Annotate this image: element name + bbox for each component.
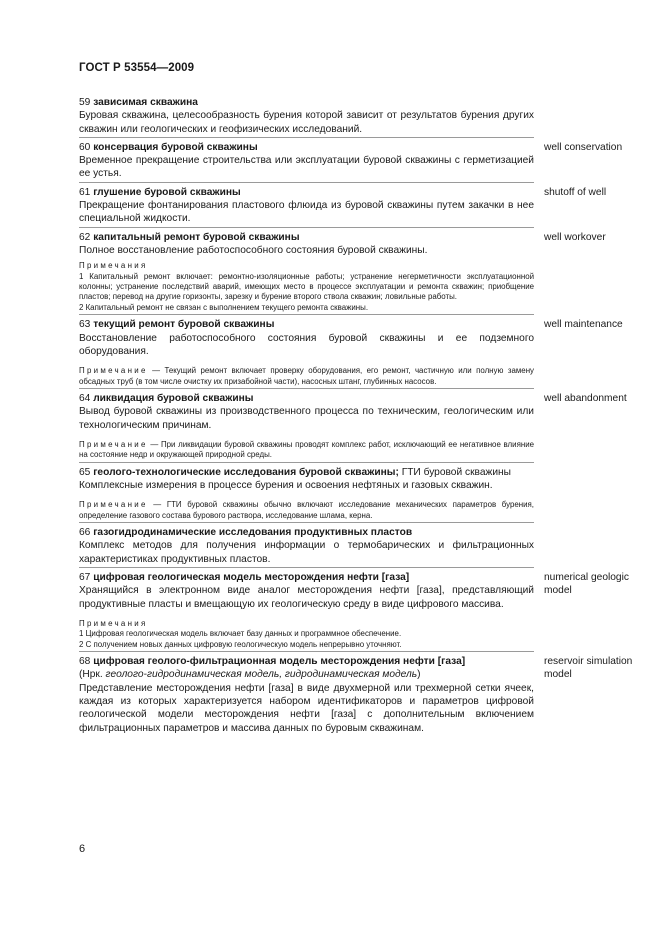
term-number: 63 — [79, 319, 91, 331]
term-note: Примечание — Текущий ремонт включает проверку оборудования, его ремонт, частичную или полную замену обсадных труб (в том числе очистку их призабойной части), насосных штанг, глубинных насосов. — [79, 366, 534, 386]
term-text — [79, 186, 534, 226]
term-definition: Полное восстановление работоспособного состояния буровой скважины. — [79, 244, 428, 256]
term-entry — [79, 141, 644, 181]
divider — [79, 651, 534, 652]
term-notes — [79, 261, 534, 313]
divider — [79, 182, 534, 183]
note-label: Примечание — [79, 439, 148, 449]
divider — [79, 462, 534, 463]
divider — [79, 227, 534, 228]
term-definition: Буровая скважина, целесообразность бурения которой зависит от результатов бурения других скважин или геологических и геофизических исследований. — [79, 110, 534, 135]
term-text — [79, 466, 534, 493]
term-definition: Комплекс методов для получения информации о термобарических и фильтрационных характеристиках продуктивных пластов. — [79, 540, 534, 565]
notes-label: Примечания — [79, 261, 148, 271]
term-entry — [79, 186, 644, 226]
term-text — [79, 231, 534, 258]
note-item: 1 Цифровая геологическая модель включает базу данных и программное обеспечение. — [79, 629, 402, 639]
term-name: капитальный ремонт буровой скважины — [93, 231, 300, 243]
term-name: ликвидация буровой скважины — [93, 393, 254, 404]
term-text — [79, 571, 534, 611]
document-body — [79, 96, 644, 735]
term-entry — [79, 392, 644, 461]
term-name: текущий ремонт буровой скважины — [93, 319, 275, 331]
term-name: геолого-технологические исследования буровой скважины; — [93, 466, 399, 478]
note-item: 2 Капитальный ремонт не связан с выполнением текущего ремонта скважины. — [79, 302, 369, 312]
term-text — [79, 392, 534, 432]
english-equivalent: well workover — [544, 231, 606, 243]
term-note: Примечание — ГТИ буровой скважины обычно включают исследование механических параметров бурения, определение газового состава бурового раствора, исследование шлама, керна. — [79, 500, 534, 520]
english-equivalent: well maintenance — [544, 319, 623, 331]
term-definition: Хранящийся в электронном виде аналог месторождения нефти [газа], представляющий продуктивные пласты и вмещающую их геологическую среду в виде цифрового массива. — [79, 585, 534, 610]
divider — [79, 567, 534, 568]
note-label: Примечание — [79, 500, 148, 510]
english-equivalent: well abandonment — [544, 393, 627, 404]
term-entry — [79, 466, 644, 521]
term-entry — [79, 96, 644, 136]
term-definition: Восстановление работоспособного состояния буровой скважины и ее подземного оборудования. — [79, 332, 534, 357]
notes-label: Примечания — [79, 618, 148, 628]
term-text — [79, 96, 534, 136]
term-definition: Комплексные измерения в процессе бурения и освоения нефтяных и газовых скважин. — [79, 480, 493, 491]
term-entry — [79, 318, 644, 387]
term-synonym: (Нрк. геолого-гидродинамическая модель, гидродинамическая модель) — [79, 669, 421, 681]
term-number: 68 — [79, 656, 91, 668]
divider — [79, 388, 534, 389]
term-number: 65 — [79, 466, 91, 478]
english-equivalent: numerical geologic model — [544, 572, 629, 597]
term-number: 66 — [79, 527, 91, 539]
divider — [79, 314, 534, 315]
term-name: консервация буровой скважины — [93, 141, 258, 153]
term-definition: Представление месторождения нефти [газа] в виде двухмерной или трехмерной сетки ячеек, каждая из которых характеризуется набором идентификаторов и параметров цифровой геологической модели месторождения нефти [газа] с дополнительным включением фильтрационных параметров и массива данных по буровым скважинам. — [79, 682, 534, 734]
note-item: 2 С получением новых данных цифровую геологическую модель непрерывно уточняют. — [79, 639, 402, 649]
term-name: цифровая геологическая модель месторождения нефти [газа] — [93, 572, 410, 583]
note-text: При ликвидации буровой скважины проводят комплекс работ, исключающий ее негативное влияние на состояние недр и окружающей природной среды. — [79, 439, 534, 460]
term-text — [79, 655, 534, 735]
term-number: 64 — [79, 393, 91, 404]
term-number: 60 — [79, 141, 91, 153]
term-note: Примечание — При ликвидации буровой скважины проводят комплекс работ, исключающий ее негативное влияние на состояние недр и окружающей природной среды. — [79, 439, 534, 460]
term-notes — [79, 619, 534, 650]
term-name: газогидродинамические исследования продуктивных пластов — [93, 527, 413, 539]
term-entry — [79, 231, 644, 314]
term-text — [79, 526, 534, 566]
term-name: цифровая геолого-фильтрационная модель месторождения нефти [газа] — [93, 656, 466, 668]
note-label: Примечание — [79, 366, 148, 376]
divider — [79, 522, 534, 523]
divider — [79, 137, 534, 138]
term-number: 61 — [79, 186, 91, 198]
term-definition: Прекращение фонтанирования пластового флюида из буровой скважины путем закачки в нее специальной жидкости. — [79, 200, 534, 225]
english-equivalent: reservoir simulation model — [544, 656, 633, 681]
term-definition: Временное прекращение строительства или эксплуатации буровой скважины с герметизацией ее устья. — [79, 155, 534, 180]
term-entry — [79, 526, 644, 566]
term-text — [79, 318, 534, 358]
term-number: 59 — [79, 97, 91, 108]
term-number: 67 — [79, 572, 91, 583]
term-name: зависимая скважина — [93, 97, 198, 108]
term-definition: Вывод буровой скважины из производственного процесса по техническим, геологическим или технологическим причинам. — [79, 406, 534, 431]
page-number: 6 — [79, 843, 86, 855]
english-equivalent: well conservation — [544, 141, 623, 153]
term-number: 62 — [79, 231, 91, 243]
term-entry — [79, 655, 644, 735]
term-text — [79, 141, 534, 181]
note-text: ГТИ буровой скважины обычно включают исследование механических параметров бурения, определение газового состава бурового раствора, исследование шлама, керна. — [79, 500, 534, 520]
term-name: глушение буровой скважины — [93, 186, 241, 198]
term-entry — [79, 571, 644, 650]
note-text: Текущий ремонт включает проверку оборудования, его ремонт, частичную или полную замену обсадных труб (в том числе очистку их призабойной части), насосных штанг, глубинных насосов. — [79, 366, 534, 386]
term-abbreviation: ГТИ буровой скважины — [401, 466, 511, 478]
note-item: 1 Капитальный ремонт включает: ремонтно-изоляционные работы; устранение негерметичности эксплуатационной колонны; устранение последствий аварий, имеющих место в процессе эксплуатации и ремонта скважин; приобщение пластов; перевод на другие горизонты, зарезку и бурение второго ствола скважин; ловильные работы. — [79, 271, 534, 302]
english-equivalent: shutoff of well — [544, 186, 607, 198]
document-header: ГОСТ Р 53554—2009 — [79, 62, 195, 74]
